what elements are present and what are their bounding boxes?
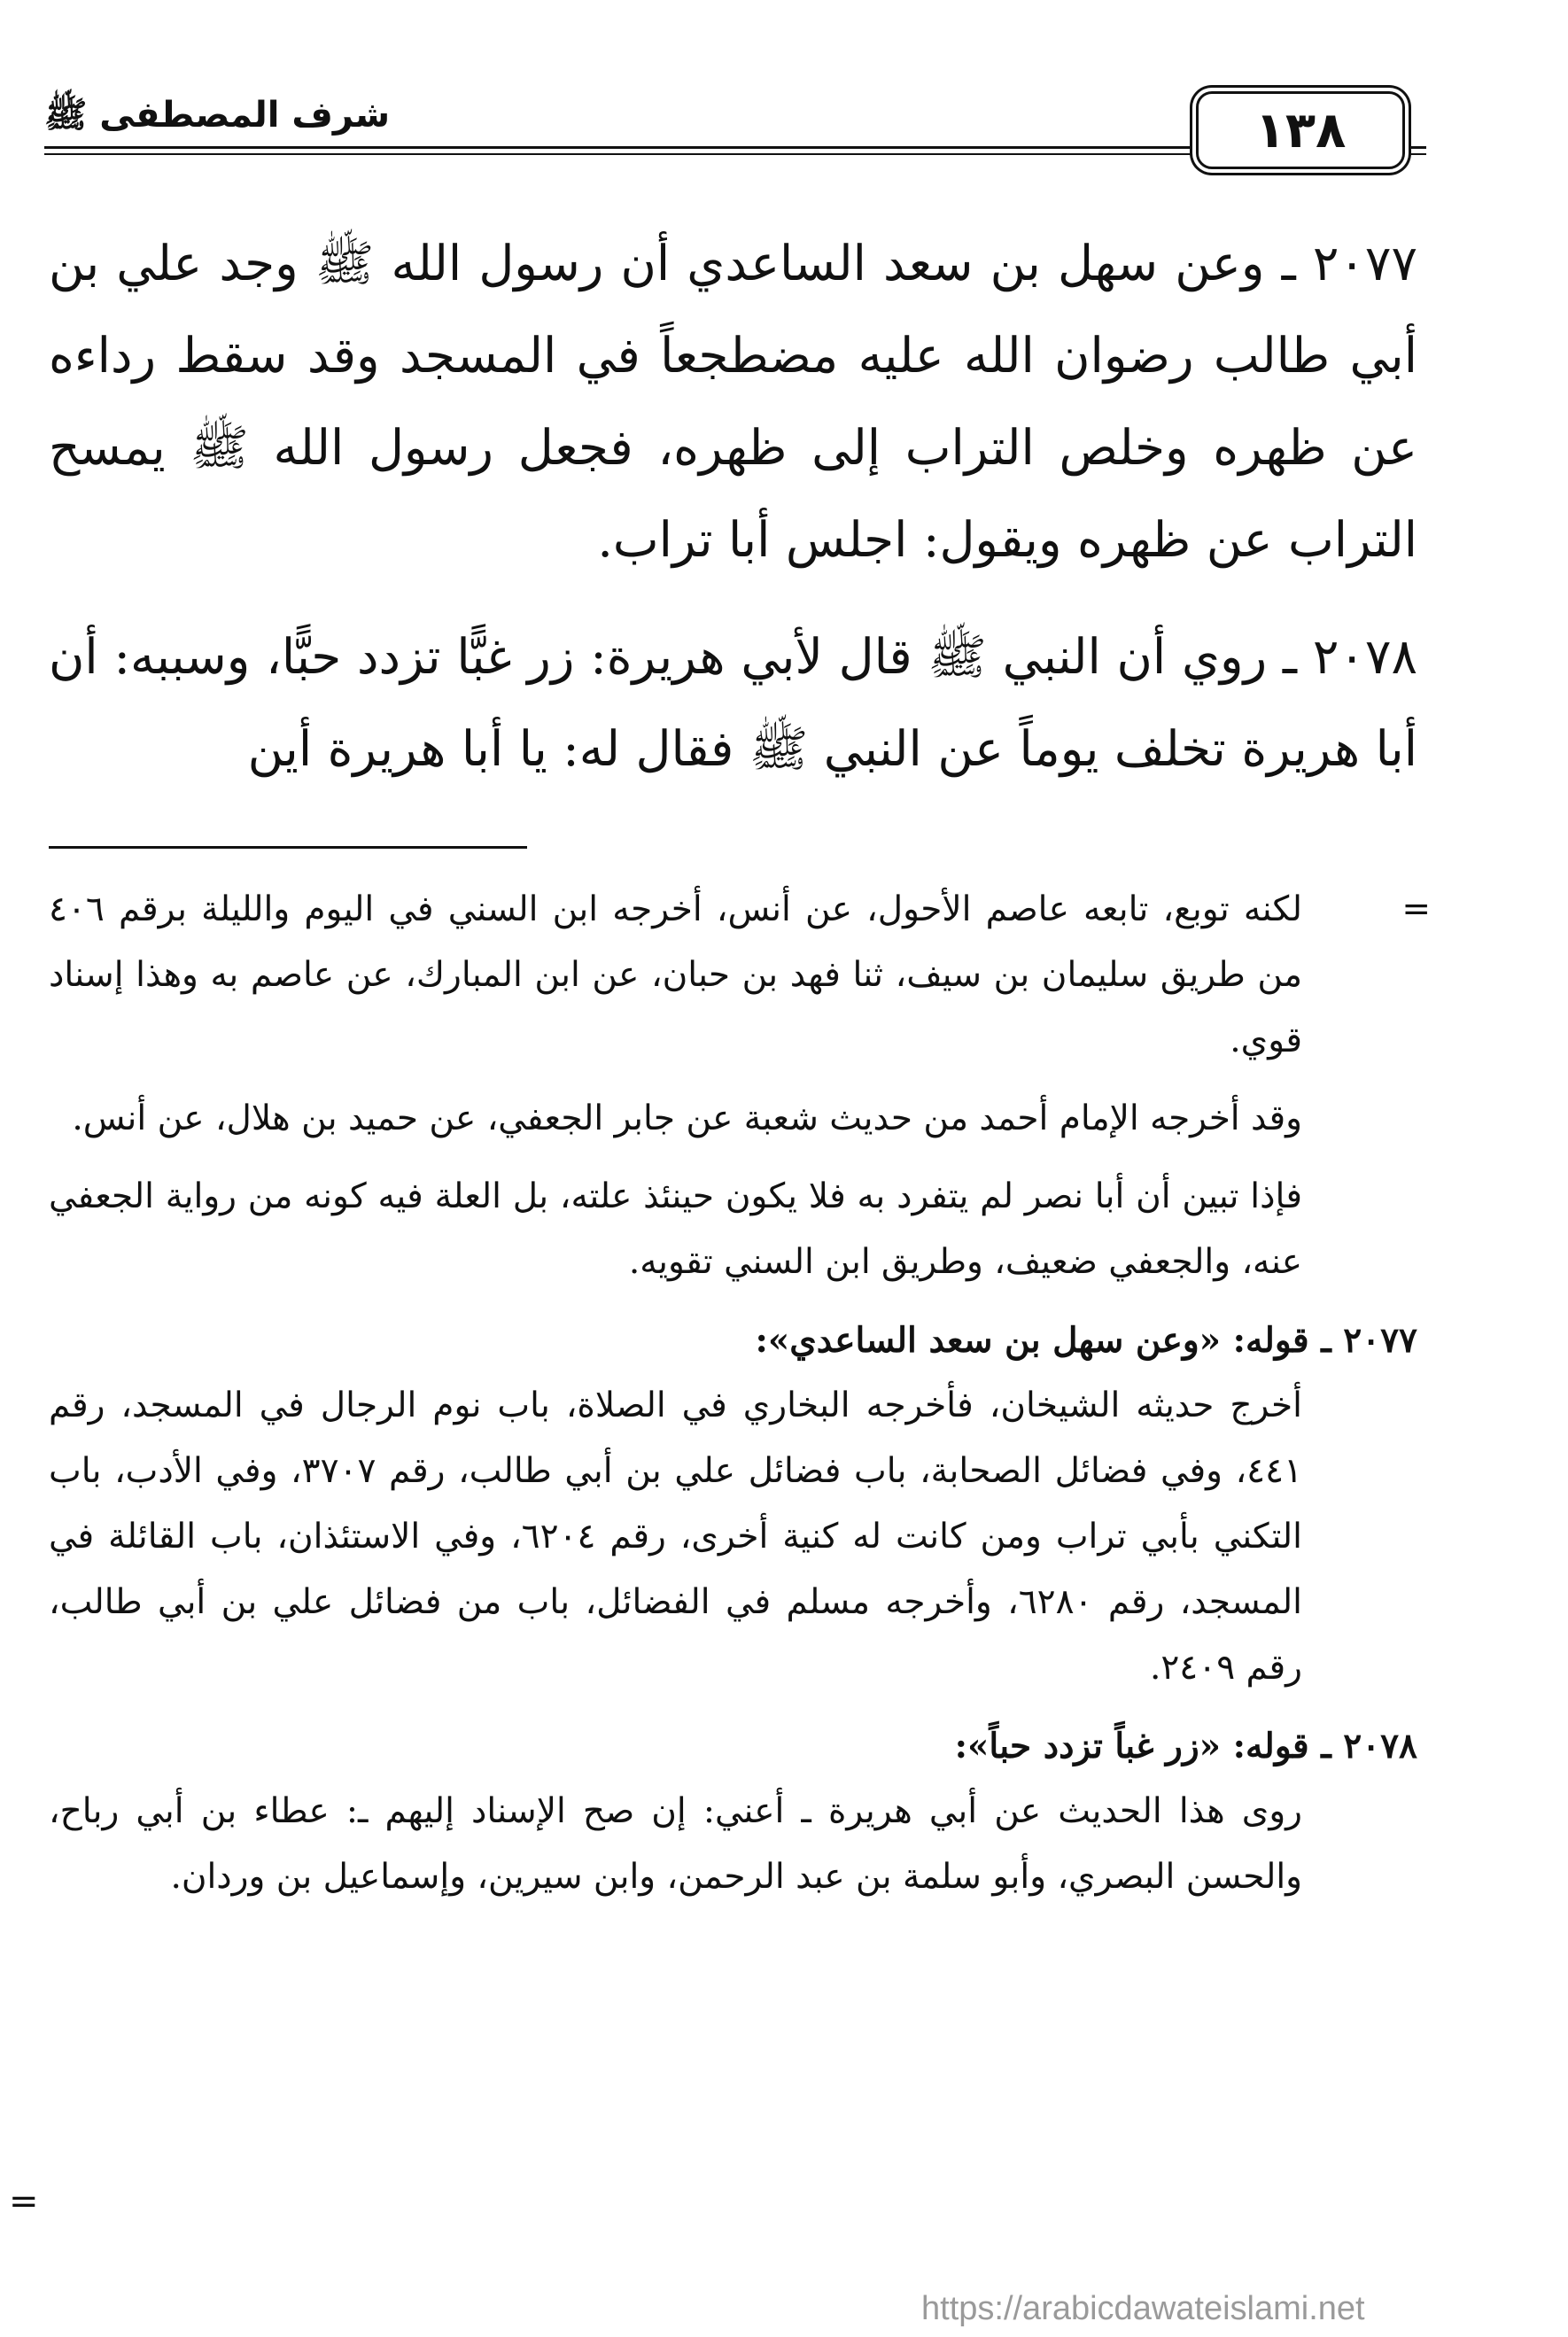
footnote-paragraph: لكنه توبع، تابعه عاصم الأحول، عن أنس، أخرجه ابن السني في اليوم والليلة برقم ٤٠٦ من طريق سليمان بن سيف، ثنا فهد بن حبان، عن ابن المبارك، عن عاصم به وهذا إسناد قوي. <box>49 889 1302 1060</box>
bottom-continuation-mark: = <box>9 2181 39 2222</box>
page-header <box>44 84 1426 173</box>
page-number: ١٣٨ <box>1196 91 1405 169</box>
note-2078-heading: ٢٠٧٨ ـ قوله: «زر غباً تزدد حباً»: <box>954 1726 1417 1766</box>
note-2077-heading: ٢٠٧٧ ـ قوله: «وعن سهل بن سعد الساعدي»: <box>755 1320 1417 1361</box>
note-2078-text: روى هذا الحديث عن أبي هريرة ـ أعني: إن صح الإسناد إليهم ـ: عطاء بن أبي رباح، والحسن البصري، وأبو سلمة بن عبد الرحمن، وابن سيرين، وإسماعيل بن وردان. <box>49 1791 1302 1897</box>
watermark: https://arabicdawateislami.net <box>921 2290 1365 2327</box>
main-text <box>49 217 1417 819</box>
note-2077-text: أخرج حديثه الشيخان، فأخرجه البخاري في الصلاة، باب نوم الرجال في المسجد، رقم ٤٤١، وفي فضائل الصحابة، باب فضائل علي بن أبي طالب، رقم ٣٧٠٧، وفي الأدب، باب التكني بأبي تراب ومن كانت له كنية أخرى، رقم ٦٢٠٤، وفي الاستئذان، باب القائلة في المسجد، رقم ٦٢٨٠، وأخرجه مسلم في الفضائل، باب من فضائل علي بن أبي طالب، رقم ٢٤٠٩. <box>49 1386 1303 1688</box>
hadith-2077: ٢٠٧٧ ـ وعن سهل بن سعد الساعدي أن رسول الله ﷺ وجد علي بن أبي طالب رضوان الله عليه مضطجعاً في المسجد وقد سقط رداءه عن ظهره وخلص التراب إلى ظهره، فجعل رسول الله ﷺ يمسح التراب عن ظهره ويقول: اجلس أبا تراب. <box>49 235 1417 568</box>
footnote-paragraph: فإذا تبين أن أبا نصر لم يتفرد به فلا يكون حينئذ علته، بل العلة فيه كونه من رواية الجعفي عنه، والجعفي ضعيف، وطريق ابن السني تقويه. <box>49 1176 1302 1282</box>
continuation-mark: = <box>1401 889 1431 929</box>
book-title: شرف المصطفى ﷺ <box>44 95 391 136</box>
hadith-2078: ٢٠٧٨ ـ روي أن النبي ﷺ قال لأبي هريرة: زر غبًّا تزدد حبًّا، وسببه: أن أبا هريرة تخلف يوماً عن النبي ﷺ فقال له: يا أبا هريرة أين <box>49 628 1417 777</box>
footnote-separator <box>49 846 527 849</box>
footnotes <box>49 877 1431 1910</box>
footnote-paragraph: وقد أخرجه الإمام أحمد من حديث شعبة عن جابر الجعفي، عن حميد بن هلال، عن أنس. <box>72 1099 1302 1138</box>
footnote-continuation <box>49 877 1431 1074</box>
